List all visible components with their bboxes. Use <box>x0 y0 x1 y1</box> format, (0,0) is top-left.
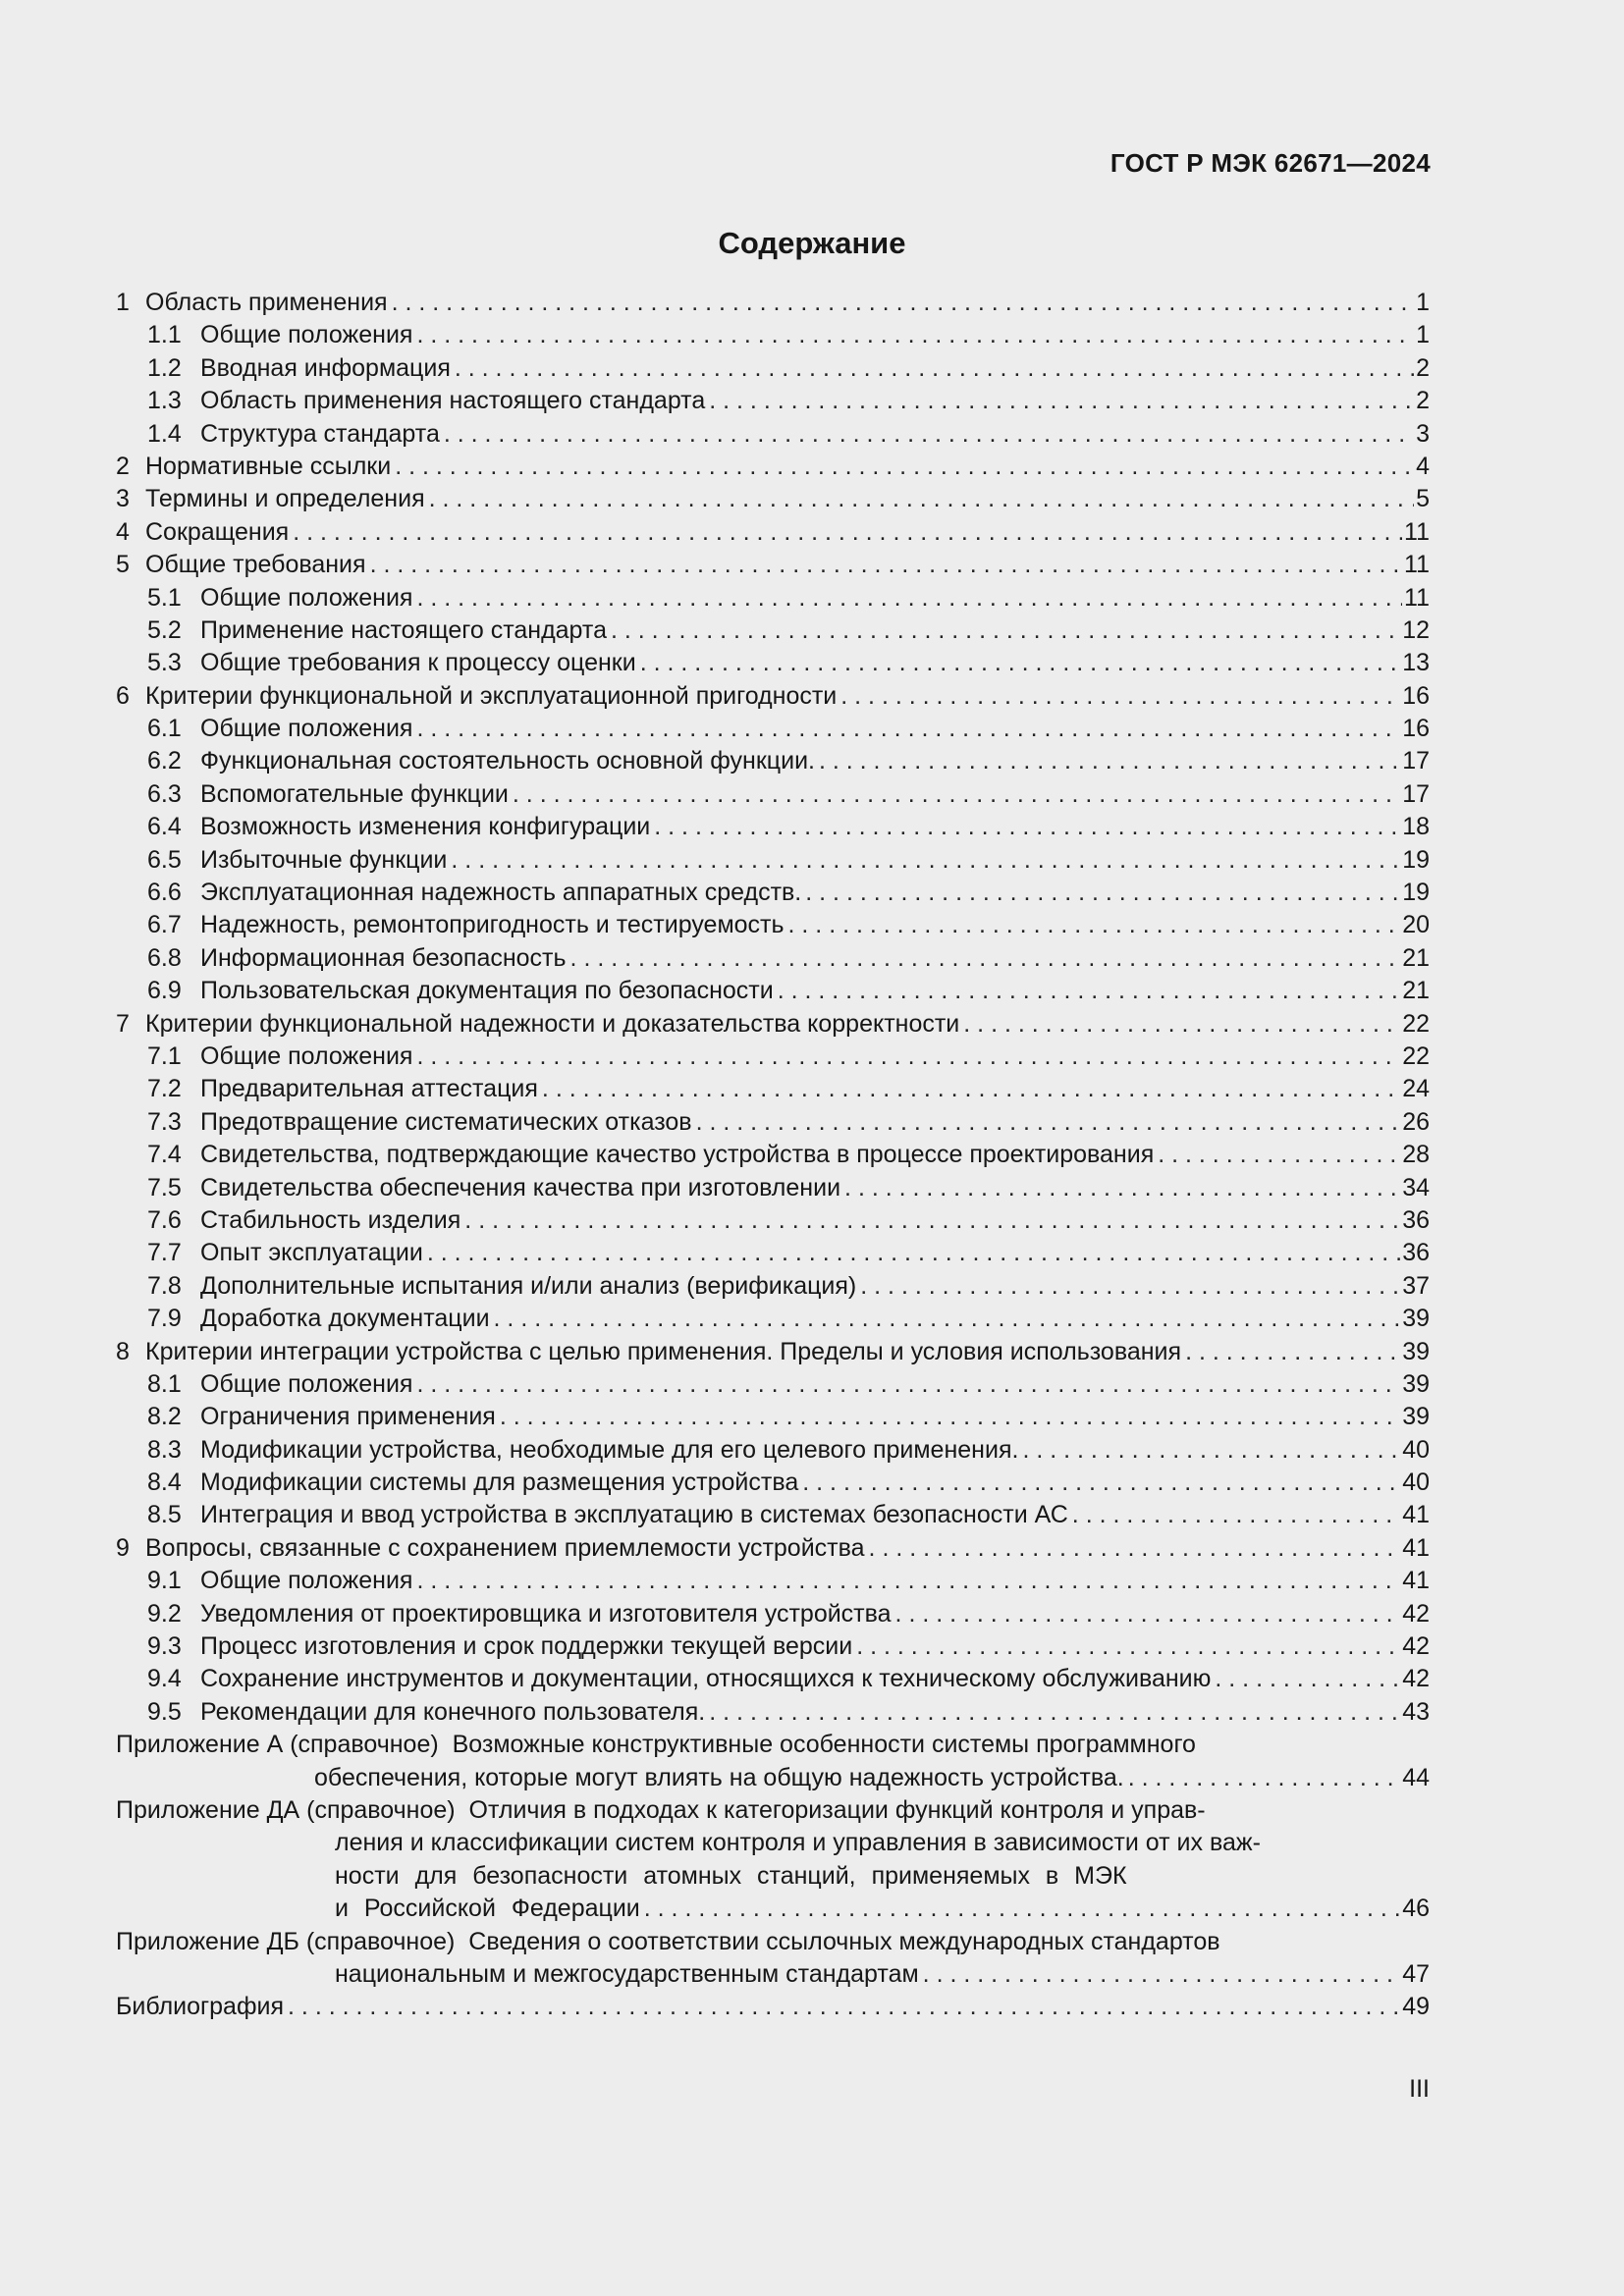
toc-entry[interactable] <box>116 1467 1430 1499</box>
toc-entry-number: 7.4 <box>147 1141 182 1169</box>
toc-entry-page: 41 <box>1402 1567 1430 1595</box>
toc-entry-title: Общие положения <box>200 321 413 349</box>
toc-entry-title: Эксплуатационная надежность аппаратных средств. <box>200 879 802 907</box>
toc-entry-title: Общие положения <box>200 1567 413 1595</box>
toc-entry-title: Уведомления от проектировщика и изготовителя устройства <box>200 1599 892 1628</box>
toc-entry-page: 36 <box>1402 1239 1430 1267</box>
toc-entry-page: 19 <box>1402 879 1430 907</box>
toc-entry-number: 6.3 <box>147 779 182 808</box>
toc-entry-page: 17 <box>1402 779 1430 808</box>
appendix-a-page: 44 <box>1402 1763 1430 1791</box>
toc-entry-number: 9.3 <box>147 1632 182 1661</box>
toc-entries <box>116 287 1430 1729</box>
toc-entry-page: 40 <box>1402 1468 1430 1497</box>
toc-entry-page: 5 <box>1416 485 1430 513</box>
dot-leader <box>513 778 1400 811</box>
toc-entry-number: 4 <box>116 517 130 546</box>
toc-entry-page: 21 <box>1402 943 1430 972</box>
bibliography-page: 49 <box>1402 1993 1430 2021</box>
toc-entry[interactable] <box>116 1008 1430 1041</box>
dot-leader <box>370 549 1402 581</box>
toc-entry-page: 37 <box>1402 1271 1430 1300</box>
toc-entry-page: 41 <box>1402 1533 1430 1562</box>
dot-leader <box>778 975 1400 1007</box>
toc-entry[interactable] <box>116 909 1430 941</box>
appendix-a-text-2: обеспечения, которые могут влиять на общую надежность устройства. <box>314 1763 1124 1791</box>
dot-leader <box>802 1467 1400 1499</box>
toc-entry-title: Общие требования к процессу оценки <box>200 649 636 677</box>
dot-leader <box>416 1041 1400 1073</box>
toc-entry[interactable] <box>116 1041 1430 1073</box>
toc-entry[interactable] <box>116 1401 1430 1433</box>
toc-entry-number: 7.9 <box>147 1305 182 1333</box>
toc-entry-title: Стабильность изделия <box>200 1205 461 1234</box>
toc-entry-page: 26 <box>1402 1107 1430 1136</box>
toc-entry-title: Ограничения применения <box>200 1403 496 1431</box>
toc-entry-number: 6.5 <box>147 845 182 874</box>
toc-entry-page: 11 <box>1404 517 1430 546</box>
toc-entry-page: 3 <box>1416 419 1430 448</box>
dot-leader <box>500 1401 1400 1433</box>
appendix-db-line-1 <box>116 1926 1430 1958</box>
toc-entry-title: Область применения <box>145 289 388 316</box>
toc-entry-number: 3 <box>116 485 130 513</box>
dot-leader <box>416 1368 1400 1401</box>
toc-entry[interactable] <box>116 1696 1430 1729</box>
appendix-a-label: Приложение А (справочное) <box>116 1731 439 1759</box>
toc-entry-number: 5.2 <box>147 615 182 644</box>
toc-entry-number: 6.9 <box>147 977 182 1005</box>
toc-entry-title: Общие положения <box>200 1369 413 1398</box>
toc-entry[interactable] <box>116 1237 1430 1269</box>
appendix-da-text-3: ности для безопасности атомных станций, применяемых в МЭК <box>335 1861 1127 1890</box>
appendix-db-label: Приложение ДБ (справочное) <box>116 1927 456 1955</box>
toc-entry-number: 6.8 <box>147 943 182 972</box>
toc-entry-number: 8.2 <box>147 1403 182 1431</box>
dot-leader <box>788 909 1401 941</box>
toc-entry[interactable] <box>116 1663 1430 1695</box>
toc-entry[interactable] <box>116 1303 1430 1335</box>
toc-entry-page: 2 <box>1416 387 1430 415</box>
toc-entry-page: 42 <box>1402 1632 1430 1661</box>
dot-leader <box>860 1270 1400 1303</box>
toc-entry-title: Вопросы, связанные с сохранением приемлемости устройства <box>145 1533 865 1562</box>
toc-entry-number: 9.4 <box>147 1665 182 1693</box>
toc-entry-page: 22 <box>1402 1041 1430 1070</box>
toc-entry-number: 7.7 <box>147 1239 182 1267</box>
toc-entry-number: 8 <box>116 1337 130 1365</box>
toc-entry-title: Общие положения <box>200 1041 413 1070</box>
toc-entry[interactable] <box>116 1204 1430 1237</box>
toc-entry-title: Сокращения <box>145 517 290 546</box>
toc-entry-page: 21 <box>1402 977 1430 1005</box>
toc-entry-page: 39 <box>1402 1403 1430 1431</box>
dot-leader <box>570 942 1401 975</box>
toc-entry-page: 17 <box>1402 747 1430 775</box>
toc-entry-title: Термины и определения <box>145 485 425 513</box>
toc-entry-page: 20 <box>1402 911 1430 939</box>
toc-entry[interactable] <box>116 319 1430 351</box>
toc-appendix-a[interactable] <box>116 1729 1430 1794</box>
dot-leader <box>654 811 1400 843</box>
toc-entry-title: Общие положения <box>200 583 413 612</box>
toc-entry-title: Критерии функциональной надежности и доказательства корректности <box>145 1009 960 1038</box>
toc-entry-number: 8.4 <box>147 1468 182 1497</box>
appendix-da-line-4 <box>116 1893 1430 1925</box>
toc-entry-page: 40 <box>1402 1435 1430 1464</box>
toc-entry-title: Структура стандарта <box>200 419 440 448</box>
toc-entry[interactable] <box>116 975 1430 1007</box>
appendix-db-line-2 <box>116 1958 1430 1991</box>
toc-entry-title: Предварительная аттестация <box>200 1075 538 1103</box>
dot-leader <box>840 680 1400 713</box>
toc-entry[interactable] <box>116 1532 1430 1565</box>
toc-entry-page: 1 <box>1416 321 1430 349</box>
toc-entry-number: 1.2 <box>147 353 182 382</box>
toc-entry-page: 39 <box>1402 1305 1430 1333</box>
appendix-da-page: 46 <box>1402 1895 1430 1923</box>
toc-bibliography[interactable] <box>116 1991 1430 2023</box>
toc-entry-number: 1.4 <box>147 419 182 448</box>
toc-entry-title: Информационная безопасность <box>200 943 567 972</box>
dot-leader <box>542 1073 1400 1105</box>
toc-entry[interactable] <box>116 1073 1430 1105</box>
toc-entry-number: 8.5 <box>147 1501 182 1529</box>
toc-entry-title: Избыточные функции <box>200 845 448 874</box>
dot-leader <box>293 516 1402 549</box>
toc-entry[interactable] <box>116 844 1430 877</box>
toc-entry[interactable] <box>116 385 1430 417</box>
toc-entry-number: 5.1 <box>147 583 182 612</box>
appendix-da-text-4: и Российской Федерации <box>335 1895 640 1923</box>
dot-leader <box>451 844 1400 877</box>
toc-entry-title: Интеграция и ввод устройства в эксплуатацию в системах безопасности АС <box>200 1501 1068 1529</box>
toc-entry[interactable] <box>116 1368 1430 1401</box>
toc-entry[interactable] <box>116 614 1430 647</box>
toc-entry-page: 28 <box>1402 1141 1430 1169</box>
toc-entry-page: 42 <box>1402 1665 1430 1693</box>
toc-entry-number: 7 <box>116 1009 130 1038</box>
toc-entry-title: Критерии интеграции устройства с целью применения. Пределы и условия использования <box>145 1337 1182 1365</box>
toc-entry-title: Предотвращение систематических отказов <box>200 1107 692 1136</box>
appendix-da-text-2: ления и классификации систем контроля и управления в зависимости от их важ- <box>335 1829 1261 1857</box>
toc-entry-title: Общие требования <box>145 551 366 579</box>
toc-entry-page: 16 <box>1402 681 1430 710</box>
toc-entry-title: Область применения настоящего стандарта <box>200 387 706 415</box>
dot-leader <box>494 1303 1401 1335</box>
dot-leader <box>416 319 1414 351</box>
toc-entry-page: 2 <box>1416 353 1430 382</box>
toc-entry-page: 11 <box>1404 551 1430 579</box>
dot-leader <box>288 1991 1400 2023</box>
dot-leader <box>395 451 1414 483</box>
toc-entry-page: 34 <box>1402 1173 1430 1201</box>
dot-leader <box>856 1630 1400 1663</box>
toc-appendix-db[interactable] <box>116 1926 1430 1992</box>
appendix-a-line-2 <box>116 1762 1430 1794</box>
toc-entry-number: 6 <box>116 681 130 710</box>
dot-leader <box>923 1958 1401 1991</box>
toc-entry-number: 6.1 <box>147 715 182 743</box>
toc-entry[interactable] <box>116 1172 1430 1204</box>
toc-entry-page: 4 <box>1416 452 1430 480</box>
toc-entry[interactable] <box>116 778 1430 811</box>
dot-leader <box>1158 1139 1400 1171</box>
toc-entry-page: 11 <box>1404 583 1430 612</box>
toc-entry[interactable] <box>116 942 1430 975</box>
toc-entry-page: 41 <box>1402 1501 1430 1529</box>
toc-entry[interactable] <box>116 483 1430 515</box>
dot-leader <box>709 1696 1400 1729</box>
toc-entry[interactable] <box>116 1565 1430 1597</box>
toc-entry-page: 39 <box>1402 1337 1430 1365</box>
toc-entry-title: Вспомогательные функции <box>200 779 509 808</box>
toc-entry-number: 5 <box>116 551 130 579</box>
toc-entry-number: 7.8 <box>147 1271 182 1300</box>
dot-leader <box>392 287 1415 319</box>
toc-title: Содержание <box>718 226 906 260</box>
toc-entry-page: 24 <box>1402 1075 1430 1103</box>
toc-entry[interactable] <box>116 1598 1430 1630</box>
toc-entry[interactable] <box>116 451 1430 483</box>
toc-entry[interactable] <box>116 745 1430 777</box>
toc-entry[interactable] <box>116 1106 1430 1139</box>
toc-entry-title: Надежность, ремонтопригодность и тестируемость <box>200 911 785 939</box>
toc-entry-number: 7.6 <box>147 1205 182 1234</box>
toc-entry[interactable] <box>116 877 1430 909</box>
dot-leader <box>696 1106 1401 1139</box>
dot-leader <box>895 1598 1401 1630</box>
toc-entry-title: Нормативные ссылки <box>145 452 392 480</box>
toc-entry-page: 13 <box>1402 649 1430 677</box>
appendix-da-label: Приложение ДА (справочное) <box>116 1795 456 1824</box>
dot-leader <box>455 352 1414 385</box>
dot-leader <box>644 1893 1400 1925</box>
toc-entry-number: 8.1 <box>147 1369 182 1398</box>
toc-entry-title: Дополнительные испытания и/или анализ (верификация) <box>200 1271 857 1300</box>
toc-entry-title: Свидетельства обеспечения качества при изготовлении <box>200 1173 841 1201</box>
toc-entry-number: 1 <box>116 289 130 316</box>
table-of-contents <box>116 287 1430 2024</box>
toc-entry[interactable] <box>116 418 1430 451</box>
toc-entry-title: Критерии функциональной и эксплуатационной пригодности <box>145 681 838 710</box>
toc-entry[interactable] <box>116 1270 1430 1303</box>
dot-leader <box>819 745 1400 777</box>
dot-leader <box>805 877 1400 909</box>
toc-entry-title: Сохранение инструментов и документации, относящихся к техническому обслуживанию <box>200 1665 1212 1693</box>
toc-entry-page: 42 <box>1402 1599 1430 1628</box>
toc-entry-number: 5.3 <box>147 649 182 677</box>
toc-entry-title: Опыт эксплуатации <box>200 1239 423 1267</box>
toc-entry[interactable] <box>116 1139 1430 1171</box>
toc-entry[interactable] <box>116 647 1430 679</box>
dot-leader <box>416 713 1400 745</box>
toc-entry[interactable] <box>116 582 1430 614</box>
toc-entry-title: Пользовательская документация по безопасности <box>200 977 774 1005</box>
toc-entry[interactable] <box>116 811 1430 843</box>
toc-entry[interactable] <box>116 549 1430 581</box>
dot-leader <box>1022 1434 1400 1467</box>
appendix-a-text-1: Возможные конструктивные особенности системы программного <box>452 1731 1196 1759</box>
toc-entry-number: 2 <box>116 452 130 480</box>
toc-appendix-da[interactable] <box>116 1794 1430 1926</box>
dot-leader <box>709 385 1414 417</box>
standard-code: ГОСТ Р МЭК 62671—2024 <box>1110 148 1431 178</box>
toc-entry-number: 8.3 <box>147 1435 182 1464</box>
dot-leader <box>464 1204 1400 1237</box>
toc-entry-number: 7.2 <box>147 1075 182 1103</box>
page-number: III <box>1409 2075 1430 2103</box>
toc-entry-page: 16 <box>1402 715 1430 743</box>
toc-entry-title: Применение настоящего стандарта <box>200 615 607 644</box>
dot-leader <box>1185 1336 1400 1368</box>
dot-leader <box>611 614 1400 647</box>
toc-entry-title: Доработка документации <box>200 1305 490 1333</box>
toc-entry[interactable] <box>116 1630 1430 1663</box>
appendix-da-text-1: Отличия в подходах к категоризации функций контроля и управ- <box>468 1795 1206 1824</box>
dot-leader <box>1128 1762 1400 1794</box>
toc-entry-page: 12 <box>1402 615 1430 644</box>
toc-entry-number: 7.1 <box>147 1041 182 1070</box>
toc-entry-number: 9 <box>116 1533 130 1562</box>
toc-entry-number: 6.6 <box>147 879 182 907</box>
toc-entry-number: 6.4 <box>147 813 182 841</box>
dot-leader <box>640 647 1401 679</box>
appendix-da-line-2 <box>116 1827 1430 1859</box>
dot-leader <box>963 1008 1400 1041</box>
toc-entry[interactable] <box>116 680 1430 713</box>
toc-entry-number: 7.3 <box>147 1107 182 1136</box>
toc-entry-number: 9.5 <box>147 1697 182 1726</box>
toc-entry-page: 39 <box>1402 1369 1430 1398</box>
toc-entry-title: Модификации системы для размещения устройства <box>200 1468 799 1497</box>
toc-entry-title: Общие положения <box>200 715 413 743</box>
toc-entry-page: 36 <box>1402 1205 1430 1234</box>
dot-leader <box>844 1172 1400 1204</box>
dot-leader <box>1215 1663 1400 1695</box>
toc-entry[interactable] <box>116 1434 1430 1467</box>
toc-entry-title: Свидетельства, подтверждающие качество устройства в процессе проектирования <box>200 1141 1155 1169</box>
toc-entry-title: Возможность изменения конфигурации <box>200 813 651 841</box>
toc-entry-number: 9.2 <box>147 1599 182 1628</box>
toc-entry-number: 1.3 <box>147 387 182 415</box>
dot-leader <box>444 418 1414 451</box>
dot-leader <box>1072 1499 1400 1531</box>
toc-entry-page: 18 <box>1402 813 1430 841</box>
toc-entry[interactable] <box>116 352 1430 385</box>
toc-entry-number: 1.1 <box>147 321 182 349</box>
toc-entry[interactable] <box>116 516 1430 549</box>
toc-entry-page: 43 <box>1402 1697 1430 1726</box>
appendix-db-text-2: национальным и межгосударственным стандартам <box>335 1959 919 1988</box>
appendix-db-page: 47 <box>1402 1959 1430 1988</box>
toc-entry-number: 6.7 <box>147 911 182 939</box>
bibliography-title: Библиография <box>116 1993 285 2021</box>
appendix-a-line-1 <box>116 1729 1430 1761</box>
appendix-da-line-3 <box>116 1860 1430 1893</box>
toc-entry-number: 7.5 <box>147 1173 182 1201</box>
toc-entry-title: Вводная информация <box>200 353 451 382</box>
toc-entry[interactable] <box>116 1499 1430 1531</box>
toc-entry[interactable] <box>116 713 1430 745</box>
toc-entry-page: 1 <box>1416 289 1430 316</box>
dot-leader <box>429 483 1414 515</box>
toc-entry-title: Рекомендации для конечного пользователя. <box>200 1697 706 1726</box>
toc-entry[interactable] <box>116 1336 1430 1368</box>
dot-leader <box>416 582 1402 614</box>
appendix-da-line-1 <box>116 1794 1430 1827</box>
toc-entry-title: Модификации устройства, необходимые для его целевого применения. <box>200 1435 1019 1464</box>
dot-leader <box>416 1565 1400 1597</box>
toc-entry[interactable] <box>116 287 1430 319</box>
appendix-db-text-1: Сведения о соответствии ссылочных международных стандартов <box>468 1927 1220 1955</box>
toc-entry-number: 9.1 <box>147 1567 182 1595</box>
toc-entry-number: 6.2 <box>147 747 182 775</box>
toc-entry-page: 22 <box>1402 1009 1430 1038</box>
dot-leader <box>427 1237 1400 1269</box>
toc-entry-title: Процесс изготовления и срок поддержки текущей версии <box>200 1632 853 1661</box>
dot-leader <box>869 1532 1401 1565</box>
toc-entry-page: 19 <box>1402 845 1430 874</box>
toc-entry-title: Функциональная состоятельность основной функции. <box>200 747 815 775</box>
